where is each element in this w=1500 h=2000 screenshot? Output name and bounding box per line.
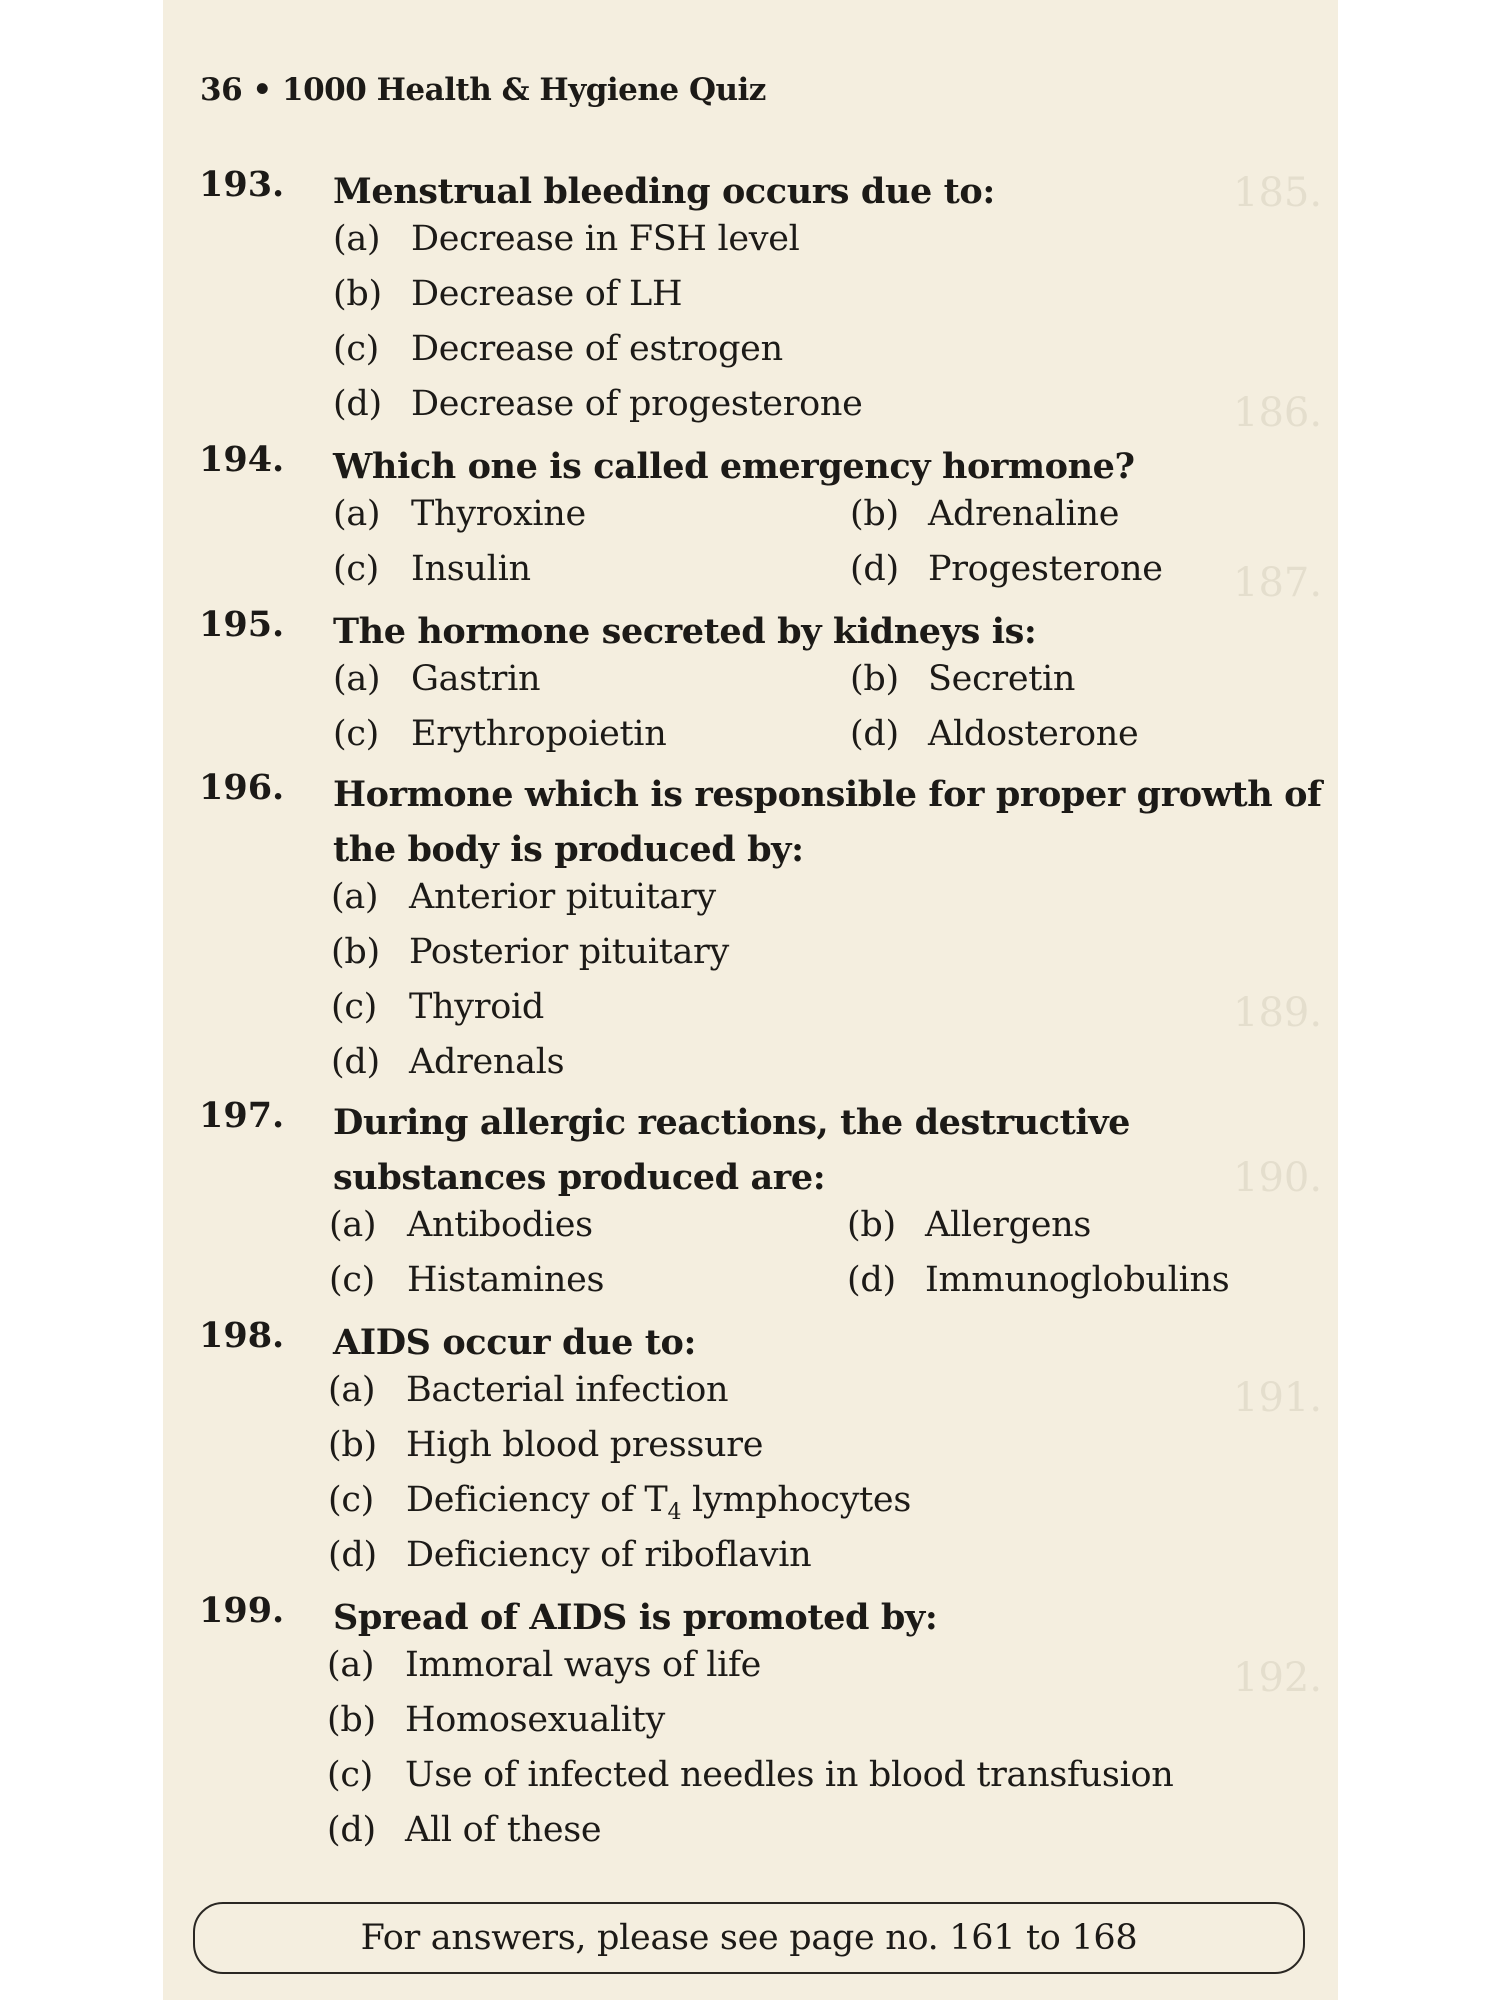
option-label: (d) bbox=[850, 714, 899, 754]
option-d bbox=[328, 1535, 811, 1575]
option-text: Progesterone bbox=[928, 549, 1163, 589]
option-text: Decrease of LH bbox=[411, 274, 683, 314]
option-a bbox=[333, 219, 800, 259]
option-text: Adrenaline bbox=[928, 494, 1120, 534]
option-label: (a) bbox=[333, 219, 381, 259]
option-label: (a) bbox=[333, 659, 381, 699]
option-label: (a) bbox=[329, 1205, 377, 1245]
option-text: lymphocytes bbox=[681, 1480, 912, 1520]
option-label: (a) bbox=[327, 1645, 375, 1685]
question-number: 198. bbox=[199, 1315, 285, 1356]
option-c bbox=[333, 549, 531, 589]
option-label: (a) bbox=[331, 877, 379, 917]
option-label: (b) bbox=[850, 494, 899, 534]
option-text: Insulin bbox=[411, 549, 531, 589]
option-b bbox=[328, 1425, 763, 1465]
option-b bbox=[327, 1700, 665, 1740]
option-b bbox=[847, 1205, 1091, 1245]
option-label: (c) bbox=[333, 549, 380, 589]
option-b bbox=[850, 659, 1075, 699]
option-text: Deficiency of riboflavin bbox=[406, 1535, 812, 1575]
option-label: (b) bbox=[850, 659, 899, 699]
option-label: (a) bbox=[333, 494, 381, 534]
option-c bbox=[331, 987, 544, 1027]
option-a bbox=[328, 1370, 728, 1410]
option-c bbox=[328, 1480, 911, 1525]
option-c bbox=[327, 1755, 1174, 1795]
option-label: (b) bbox=[333, 274, 382, 314]
question-text: AIDS occur due to: bbox=[333, 1322, 696, 1363]
option-text: Anterior pituitary bbox=[409, 877, 716, 917]
question-number: 197. bbox=[199, 1095, 285, 1136]
option-label: (d) bbox=[850, 549, 899, 589]
option-text: Thyroxine bbox=[411, 494, 586, 534]
option-label: (d) bbox=[847, 1260, 896, 1300]
option-label: (c) bbox=[331, 987, 378, 1027]
option-text: Thyroid bbox=[409, 987, 544, 1027]
option-c bbox=[333, 714, 666, 754]
option-d bbox=[333, 384, 863, 424]
running-header: 36 • 1000 Health & Hygiene Quiz bbox=[200, 72, 766, 108]
subscript-4: 4 bbox=[667, 1500, 682, 1525]
option-text: Posterior pituitary bbox=[409, 932, 729, 972]
show-through-decoration: 189. bbox=[1233, 990, 1323, 1036]
option-text: Aldosterone bbox=[928, 714, 1139, 754]
option-text: High blood pressure bbox=[406, 1425, 764, 1465]
option-label: (a) bbox=[328, 1370, 376, 1410]
show-through-decoration: 187. bbox=[1233, 560, 1323, 606]
option-d bbox=[331, 1042, 564, 1082]
option-d bbox=[850, 714, 1138, 754]
option-text: All of these bbox=[405, 1810, 602, 1850]
option-c bbox=[329, 1260, 604, 1300]
option-label: (c) bbox=[328, 1480, 375, 1520]
option-b bbox=[333, 274, 682, 314]
option-text: Secretin bbox=[928, 659, 1076, 699]
question-number: 194. bbox=[199, 439, 285, 480]
option-a bbox=[333, 659, 540, 699]
option-text: Allergens bbox=[925, 1205, 1092, 1245]
option-d bbox=[847, 1260, 1229, 1300]
show-through-decoration: 191. bbox=[1233, 1375, 1323, 1421]
question-text: Hormone which is responsible for proper growth of the body is produced by: bbox=[333, 774, 1322, 870]
option-text: Homosexuality bbox=[405, 1700, 666, 1740]
question-number: 193. bbox=[199, 164, 285, 205]
option-text: Antibodies bbox=[407, 1205, 593, 1245]
option-text: Gastrin bbox=[411, 659, 541, 699]
option-text: Adrenals bbox=[409, 1042, 565, 1082]
book-page bbox=[163, 0, 1338, 2000]
option-label: (c) bbox=[327, 1755, 374, 1795]
option-text: Decrease in FSH level bbox=[411, 219, 800, 259]
question-text: During allergic reactions, the destructive substances produced are: bbox=[333, 1102, 1131, 1198]
question-text: Spread of AIDS is promoted by: bbox=[333, 1597, 938, 1638]
option-text: Erythropoietin bbox=[411, 714, 667, 754]
option-text: Immunoglobulins bbox=[925, 1260, 1230, 1300]
answers-note-text: For answers, please see page no. 161 to 168 bbox=[360, 1918, 1138, 1958]
option-text: Histamines bbox=[407, 1260, 605, 1300]
option-label: (d) bbox=[328, 1535, 377, 1575]
option-b bbox=[850, 494, 1119, 534]
option-a bbox=[331, 877, 716, 917]
option-label: (b) bbox=[328, 1425, 377, 1465]
show-through-decoration: 190. bbox=[1233, 1155, 1323, 1201]
question-text: Which one is called emergency hormone? bbox=[333, 446, 1135, 487]
option-label: (c) bbox=[333, 714, 380, 754]
question-text: The hormone secreted by kidneys is: bbox=[333, 611, 1037, 652]
option-a bbox=[333, 494, 586, 534]
option-d bbox=[327, 1810, 601, 1850]
option-text: Use of infected needles in blood transfusion bbox=[405, 1755, 1174, 1795]
show-through-decoration: 185. bbox=[1233, 170, 1323, 216]
option-label: (c) bbox=[329, 1260, 376, 1300]
option-text: Decrease of progesterone bbox=[411, 384, 863, 424]
option-c bbox=[333, 329, 783, 369]
option-a bbox=[329, 1205, 593, 1245]
option-label: (d) bbox=[331, 1042, 380, 1082]
option-d bbox=[850, 549, 1163, 589]
show-through-decoration: 186. bbox=[1233, 390, 1323, 436]
option-text: Deficiency of T bbox=[406, 1480, 668, 1520]
show-through-decoration: 192. bbox=[1233, 1655, 1323, 1701]
option-text: Immoral ways of life bbox=[405, 1645, 762, 1685]
option-label: (d) bbox=[327, 1810, 376, 1850]
option-b bbox=[331, 932, 729, 972]
question-text: Menstrual bleeding occurs due to: bbox=[333, 171, 995, 212]
question-number: 195. bbox=[199, 604, 285, 645]
option-label: (c) bbox=[333, 329, 380, 369]
option-label: (b) bbox=[331, 932, 380, 972]
option-label: (b) bbox=[847, 1205, 896, 1245]
question-number: 196. bbox=[199, 767, 285, 808]
option-text: Bacterial infection bbox=[406, 1370, 729, 1410]
question-number: 199. bbox=[199, 1590, 285, 1631]
answers-note-box bbox=[193, 1902, 1305, 1974]
option-label: (d) bbox=[333, 384, 382, 424]
option-a bbox=[327, 1645, 761, 1685]
option-text: Decrease of estrogen bbox=[411, 329, 783, 369]
option-label: (b) bbox=[327, 1700, 376, 1740]
